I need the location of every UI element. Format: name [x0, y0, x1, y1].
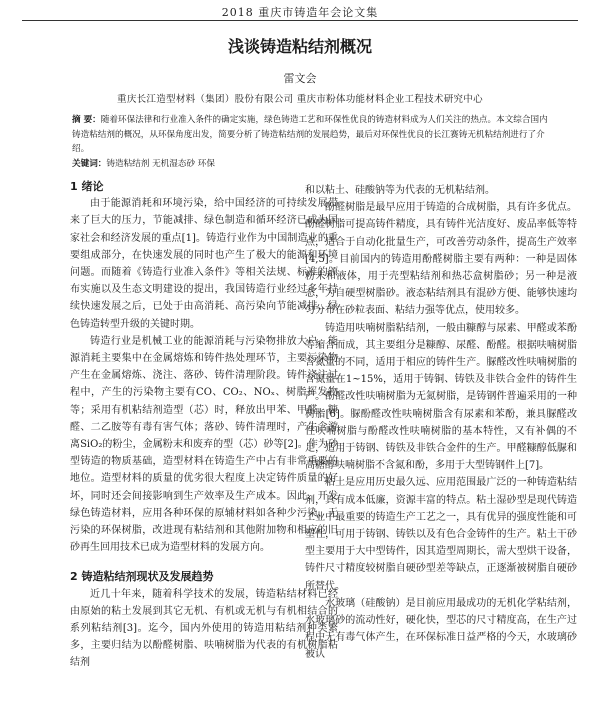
section-heading-status: 2 铸造粘结剂现状及发展趋势: [70, 570, 214, 584]
abstract-text: 随着环保法律和行业准入条件的确定实施，绿色铸造工艺和环保性优良的铸造材料成为人们关注的热点。本文综合国内铸造粘结剂的概况，从环保角度出发，简要分析了铸造粘结剂的发展趋势，最后对环保性优良的长江赛铸无机粘结剂进行了介绍。: [72, 115, 548, 154]
body-paragraph: 铸造行业是机械工业的能源消耗与污染物排放大户，能源消耗主要集中在金属熔炼和铸件热处理环节，主要污染物产生在金属熔炼、浇注、落砂、铸件清理阶段。铸件浇注过程中，产生的污染物主要有CO、CO₂、NOₓ、树脂挥发物等；采用有机粘结剂造型（芯）时，释放出甲苯、甲醛、糠醛、二乙胺等有毒有害气体；落砂、铸件清理时，产生含游离SiO₂的粉尘，金属粉末和废弃的型（芯）砂等[2]。作为砂型铸造的物质基础，造型材料在铸造生产中占有非常重要的地位。造型材料的质量的优劣很大程度上决定铸件质量的好坏，同时还会间接影响到生产效率及生产成本。因此，开发绿色铸造材料，应用各种环保的原辅材料如各种少污染、无污染的环保树脂，改进现有粘结剂和其他附加物和相应的旧砂再生回用技术已成为造型材料的发展方向。: [70, 335, 338, 554]
body-paragraph: 水玻璃（硅酸钠）是目前应用最成功的无机化学粘结剂，水玻璃砂的流动性好，硬化快，型芯的尺寸精度高，在生产过程中无有毒气体产生，在环保标准日益严格的今天，水玻璃砂被认: [305, 597, 577, 661]
abstract-label: 摘 要：: [72, 115, 101, 125]
affiliation: 重庆长江造型材料（集团）股份有限公司 重庆市粉体功能材料企业工程技术研究中心: [117, 94, 483, 105]
body-paragraph: 近几十年来，随着科学技术的发展，铸造粘结材料已经由原始的粘土发展到其它无机、有机或无机与有机相结合的系列粘结剂[3]。迄今，国内外使用的铸造用粘结剂种类繁多，主要归结为以酚醛树脂、呋喃树脂为代表的有机树脂粘结剂: [70, 588, 338, 669]
left-column: [70, 178, 338, 672]
paper-title: 浅谈铸造粘结剂概况: [227, 37, 372, 56]
running-header: 2018 重庆市铸造年会论文集: [221, 6, 379, 19]
keywords-text: 铸造粘结剂 无机湿态砂 环保: [106, 159, 215, 169]
abstract: [72, 113, 552, 157]
keywords-label: 关键词：: [72, 159, 107, 169]
header-rule: [22, 20, 578, 21]
author-name: 雷文会: [283, 72, 317, 85]
body-paragraph: 铸造用呋喃树脂粘结剂，一般由糠醇与尿素、甲醛或苯酚等缩合而成，其主要组分是糠醇、尿醛、酚醛。根据呋喃树脂含氮量的不同，适用于相应的铸件生产。脲醛改性呋喃树脂的含氮量在1~15%，适用于铸铜、铸铁及非铁合金件的铸件生产。酚醛改性呋喃树脂为无氮树脂，是铸钢件普遍采用的一种树脂[6]。脲酚醛改性呋喃树脂含有尿素和苯酚，兼具脲醛改性呋喃树脂与酚醛改性呋喃树脂的基本特性，又有补偶的不足，适用于铸钢、铸铁及非铁合金件的生产。甲醛糠醇低脲和高糖醇呋喃树脂不含氮和酚，多用于大型铸钢件上[7]。: [305, 322, 577, 472]
section-heading-intro: 1 绪论: [70, 180, 104, 193]
body-paragraph: 粘土是应用历史最久远、应用范围最广泛的一种铸造粘结剂，具有成本低廉，资源丰富的特点。粘土湿砂型是现代铸造工业中最重要的铸造生产工艺之一，具有优异的强度性能和可塑性，可用于铸钢、铸铁以及有色合金铸件的生产。粘土干砂型主要用于大中型铸件，因其造型周期长，需大型烘干设备，铸件尺寸精度较树脂自硬砂型差等缺点，正逐渐被树脂自硬砂所替代。: [305, 477, 577, 592]
right-column: [305, 182, 577, 664]
body-paragraph: 由于能源消耗和环境污染，给中国经济的可持续发展带来了巨大的压力，节能减排、绿色制造和循环经济已成为国家社会和经济发展的重点[1]。铸造行业作为中国制造业的重要组成部分，在快速发展的同时也产生了极大的能源和环境问题。而随着《铸造行业准入条件》等相关法规、标准的颁布实施以及生态文明建设的提出，我国铸造行业经过多年持续快速发展之后，已处于由高消耗、高污染向节能减排、绿色铸造转型升级的关键时期。: [70, 198, 338, 330]
keywords: [72, 157, 552, 171]
body-paragraph: 和以粘土、硅酸钠等为代表的无机粘结剂。: [305, 185, 495, 196]
body-paragraph: 酚醛树脂是最早应用于铸造的合成树脂，具有许多优点。酚醛树脂可提高铸件精度，具有铸件光洁度好、废品率低等特点，适合于自动化批量生产，可改善劳动条件，提高生产效率[4,5]。目前国内的铸造用酚醛树脂主要有两种：一种是固体粉末和液体，用于壳型粘结剂和热芯盒树脂砂；另一种是液态，为自硬型树脂砂。液态粘结剂具有混砂方便、能够快速均匀分布在砂粒表面、粘结力强等优点，使用较多。: [305, 202, 577, 317]
